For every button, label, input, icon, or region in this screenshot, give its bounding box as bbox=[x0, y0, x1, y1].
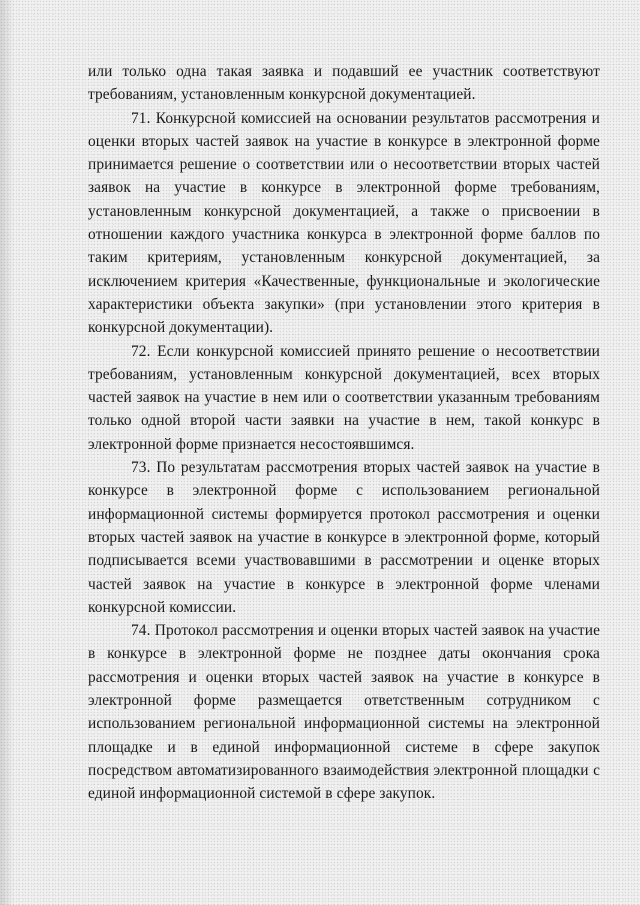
paragraph-continuation: или только одна такая заявка и подавший ее участник соответствуют требованиям, установленным конкурсной документацией. bbox=[88, 63, 600, 104]
page-edge-shadow bbox=[0, 0, 14, 905]
paragraph-73: 73. По результатам рассмотрения вторых частей заявок на участие в конкурсе в электронной форме с использованием региональной информационной системы формируется протокол рассмотрения и оценки вторых частей заявок на участие в конкурсе в электронной форме, который подписывается всеми участвовавшими в рассмотрении и оценке вторых частей заявок на участие в конкурсе в электронной форме членами конкурсной комиссии. bbox=[88, 459, 600, 616]
paragraph-74: 74. Протокол рассмотрения и оценки вторых частей заявок на участие в конкурсе в электронной форме не позднее даты окончания срока рассмотрения и оценки вторых частей заявок на участие в конкурсе в электронной форме размещается ответственным сотрудником с использованием региональной информационной системы на электронной площадке и в единой информационной системе в сфере закупок посредством автоматизированного взаимодействия электронной площадки с единой информационной системой в сфере закупок. bbox=[88, 622, 600, 803]
paragraph-72: 72. Если конкурсной комиссией принято решение о несоответствии требованиям, установленным конкурсной документацией, всех вторых частей заявок на участие в нем или о соответствии указанным требованиям только одной второй части заявки на участие в нем, такой конкурс в электронной форме признается несостоявшимся. bbox=[88, 342, 600, 453]
paragraph-71: 71. Конкурсной комиссией на основании результатов рассмотрения и оценки вторых частей заявок на участие в конкурсе в электронной форме принимается решение о соответствии или о несоответствии вторых частей заявок на участие в конкурсе в электронной форме требованиям, установленным конкурсной документацией, а также о присвоении в отношении каждого участника конкурса в электронной форме баллов по таким критериям, установленным конкурсной документацией, за исключением критерия «Качественные, функциональные и экологические характеристики объекта закупки» (при установлении этого критерия в конкурсной документации). bbox=[88, 109, 600, 337]
document-body bbox=[88, 60, 600, 806]
